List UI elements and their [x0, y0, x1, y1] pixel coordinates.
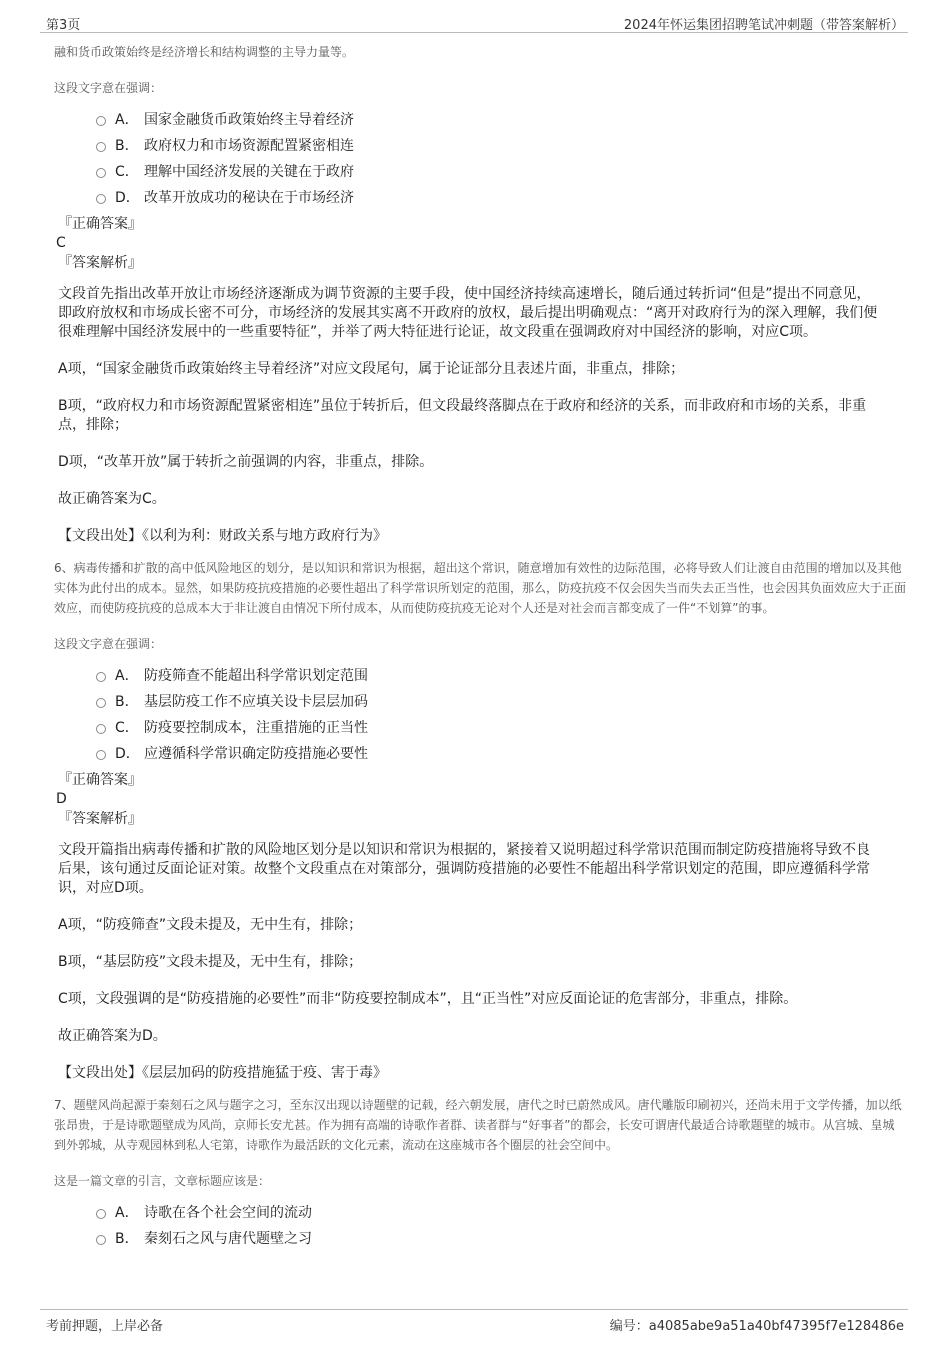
question-prompt: 这是一篇文章的引言，文章标题应该是：	[54, 1174, 271, 1188]
analysis-label: 『答案解析』	[58, 811, 142, 827]
page-content	[54, 36, 906, 1251]
option-a[interactable]: A． 国家金融货币政策始终主导着经济	[96, 106, 906, 132]
radio-icon[interactable]	[96, 672, 106, 682]
option-list	[96, 654, 906, 766]
option-c[interactable]: C． 防疫要控制成本，注重措施的正当性	[96, 714, 906, 740]
analysis-paragraph: C项，文段强调的是“防疫措施的必要性”而非“防疫要控制成本”，且“正当性”对应反面论证的危害部分，非重点，排除。	[58, 991, 798, 1007]
radio-icon[interactable]	[96, 168, 106, 178]
option-a[interactable]: A． 防疫筛查不能超出科学常识划定范围	[96, 662, 906, 688]
radio-icon[interactable]	[96, 1209, 106, 1219]
footer-slogan: 考前押题，上岸必备	[46, 1319, 164, 1334]
document-title: 2024年怀运集团招聘笔试冲刺题（带答案解析）	[623, 18, 904, 33]
option-a[interactable]: A． 诗歌在各个社会空间的流动	[96, 1199, 906, 1225]
question-5	[54, 42, 906, 546]
correct-answer: D	[56, 791, 67, 807]
question-prompt: 这段文字意在强调：	[54, 637, 163, 651]
question-prompt: 这段文字意在强调：	[54, 81, 163, 95]
radio-icon[interactable]	[96, 1235, 106, 1245]
analysis-paragraph: 故正确答案为D。	[58, 1028, 167, 1044]
radio-icon[interactable]	[96, 116, 106, 126]
analysis-paragraph: B项，“政府权力和市场资源配置紧密相连”虽位于转折后，但文段最终落脚点在于政府和经济的关系，而非政府和市场的关系，非重点，排除；	[58, 398, 867, 433]
analysis-paragraph: A项，“国家金融货币政策始终主导着经济”对应文段尾句，属于论证部分且表述片面，非重点，排除；	[58, 361, 685, 377]
analysis-paragraph: 文段开篇指出病毒传播和扩散的风险地区划分是以知识和常识为根据的，紧接着又说明超过科学常识范围而制定防疫措施将导致不良后果，该句通过反面论证对策。故整个文段重点在对策部分，强调防疫措施的必要性不能超出科学常识划定的范围，即应遵循科学常识，对应D项。	[58, 842, 870, 896]
question-6	[54, 558, 906, 1083]
option-b[interactable]: B． 政府权力和市场资源配置紧密相连	[96, 132, 906, 158]
option-b[interactable]: B． 秦刻石之风与唐代题壁之习	[96, 1225, 906, 1251]
option-c[interactable]: C． 理解中国经济发展的关键在于政府	[96, 158, 906, 184]
analysis-label: 『答案解析』	[58, 255, 142, 271]
analysis-paragraph: B项，“基层防疫”文段未提及，无中生有，排除；	[58, 954, 363, 970]
correct-answer-label: 『正确答案』	[58, 216, 142, 232]
question-stem: 7、题壁风尚起源于秦刻石之风与题字之习，至东汉出现以诗题壁的记载，经六朝发展，唐代之时已蔚然成风。唐代雕版印刷初兴，还尚未用于文学传播，加以纸张昂贵，于是诗歌题壁成为风尚，京师长安尤甚。作为拥有高端的诗歌作者群、读者群与“好事者”的都会，长安可谓唐代最适合诗歌题壁的城市。从宫城、皇城到外郭城，从寺观园林到私人宅第，诗歌作为最活跃的文化元素，流动在这座城市各个圈层的社会空间中。	[54, 1098, 902, 1152]
option-d[interactable]: D． 应遵循科学常识确定防疫措施必要性	[96, 740, 906, 766]
radio-icon[interactable]	[96, 194, 106, 204]
correct-answer: C	[56, 235, 66, 251]
radio-icon[interactable]	[96, 750, 106, 760]
question-stem: 6、病毒传播和扩散的高中低风险地区的划分，是以知识和常识为根据，超出这个常识，随意增加有效性的边际范围，必将导致人们让渡自由范围的增加以及其他实体为此付出的成本。显然，如果防疫抗疫措施的必要性超出了科学常识所划定的范围，那么，防疫抗疫不仅会因失当而失去正当性，也会因其负面效应大于正面效应，而使防疫抗疫的总成本大于非让渡自由情况下所付成本，从而使防疫抗疫无论对个人还是对社会而言都变成了一件“不划算”的事。	[54, 561, 907, 615]
radio-icon[interactable]	[96, 142, 106, 152]
option-d[interactable]: D． 改革开放成功的秘诀在于市场经济	[96, 184, 906, 210]
page-header	[40, 10, 908, 33]
analysis-paragraph: A项，“防疫筛查”文段未提及，无中生有，排除；	[58, 917, 363, 933]
analysis-paragraph: 文段首先指出改革开放让市场经济逐渐成为调节资源的主要手段，使中国经济持续高速增长，随后通过转折词“但是”提出不同意见，即政府放权和市场成长密不可分，市场经济的发展其实离不开政府的放权，最后提出明确观点：“离开对政府行为的深入理解，我们便很难理解中国经济发展中的一些重要特征”，并举了两大特征进行论证，故文段重在强调政府对中国经济的影响，对应C项。	[58, 286, 878, 340]
radio-icon[interactable]	[96, 698, 106, 708]
analysis-paragraph: 故正确答案为C。	[58, 491, 166, 507]
option-list	[96, 1191, 906, 1251]
analysis-paragraph: D项，“改革开放”属于转折之前强调的内容，非重点，排除。	[58, 454, 434, 470]
correct-answer-label: 『正确答案』	[58, 772, 142, 788]
source-citation: 【文段出处】《层层加码的防疫措施猛于疫、害于毒》	[58, 1065, 387, 1081]
radio-icon[interactable]	[96, 724, 106, 734]
page-number: 第3页	[46, 18, 81, 33]
source-citation: 【文段出处】《以利为利：财政关系与地方政府行为》	[58, 528, 387, 544]
question-stem-tail: 融和货币政策始终是经济增长和结构调整的主导力量等。	[54, 45, 355, 59]
question-7	[54, 1095, 906, 1251]
page-footer	[40, 1309, 908, 1334]
option-list	[96, 98, 906, 210]
document-id: 编号：a4085abe9a51a40bf47395f7e128486e	[609, 1319, 904, 1334]
option-b[interactable]: B． 基层防疫工作不应填关设卡层层加码	[96, 688, 906, 714]
